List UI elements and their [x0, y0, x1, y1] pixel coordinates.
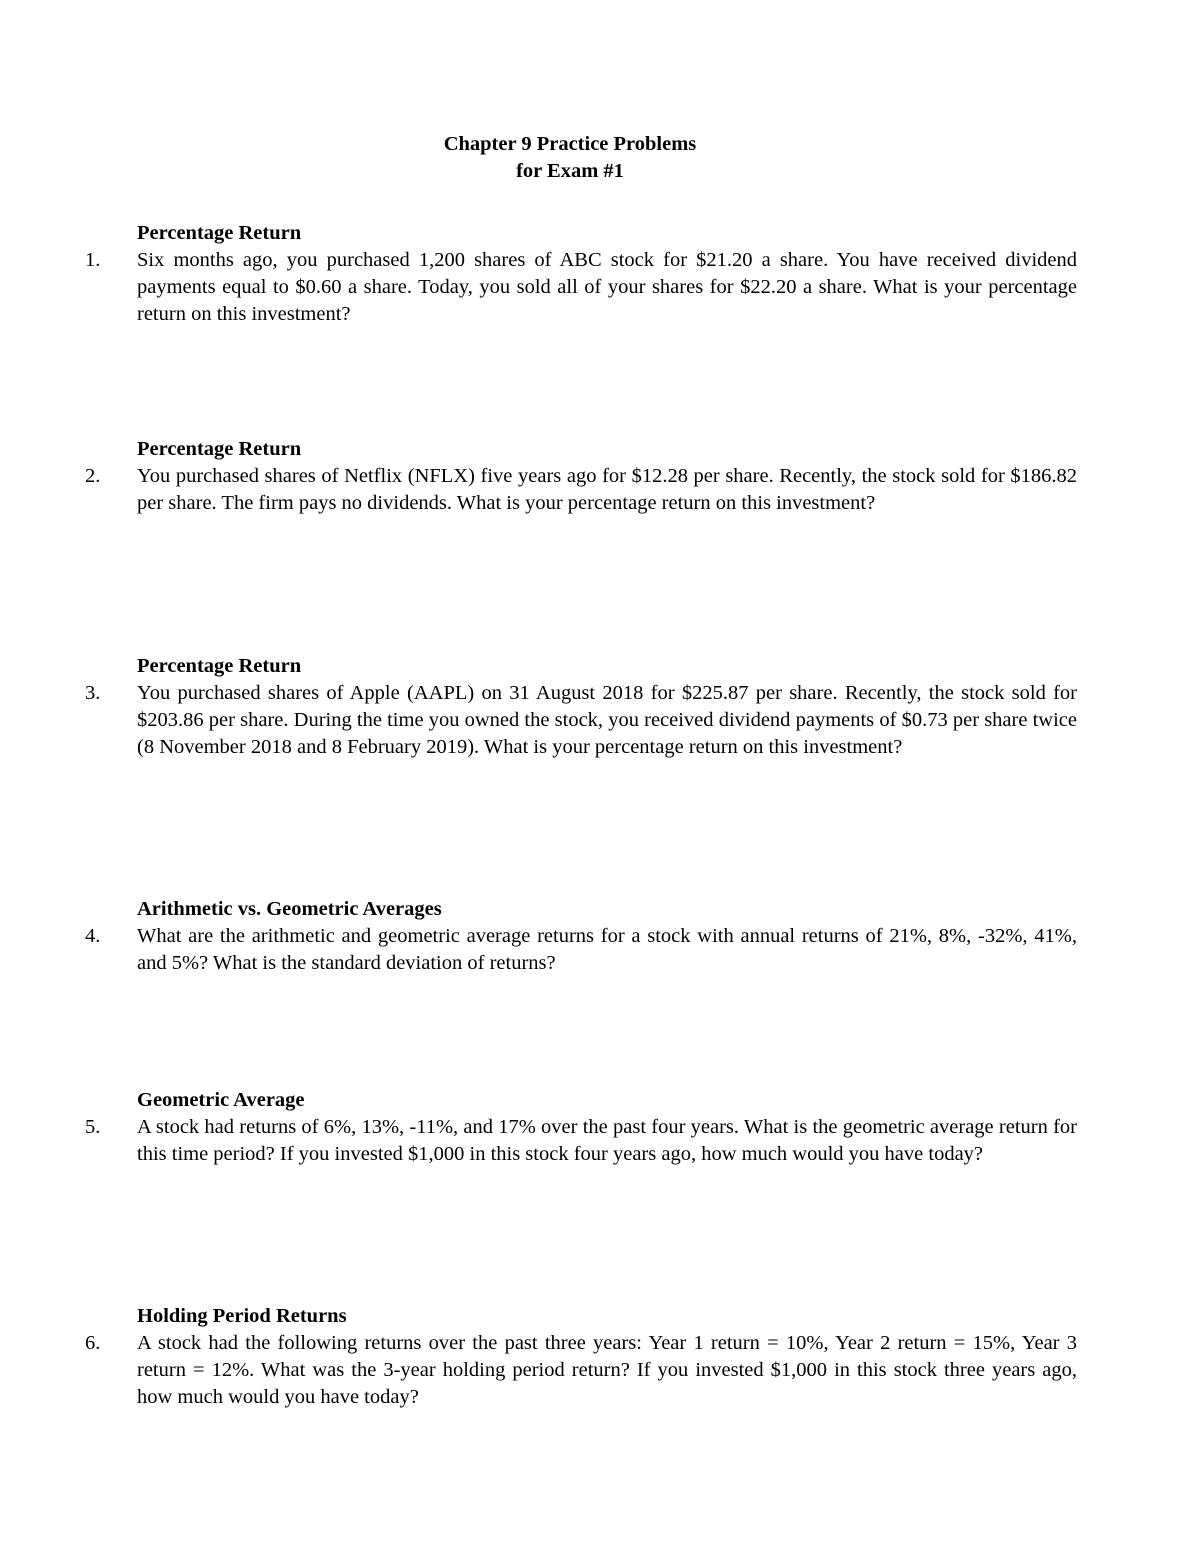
title-line-1: Chapter 9 Practice Problems: [443, 133, 697, 155]
problem-heading: Percentage Return: [137, 655, 302, 677]
problem-heading: Arithmetic vs. Geometric Averages: [137, 898, 442, 920]
problem-number: 2.: [85, 465, 101, 487]
problem-number: 5.: [85, 1116, 101, 1138]
problem-number: 6.: [85, 1332, 101, 1354]
problem-heading: Geometric Average: [137, 1089, 305, 1111]
problem-heading: Percentage Return: [137, 222, 302, 244]
problem-text: What are the arithmetic and geometric average returns for a stock with annual returns of 21%, 8%, -32%, 41%, and 5%? What is the standard deviation of returns?: [137, 925, 1077, 974]
problem-text: A stock had the following returns over the past three years: Year 1 return = 10%, Year 2 return = 15%, Year 3 return = 12%. What was the 3-year holding period return? If you invested $1,000 in this stock three years ago, how much would you have today?: [137, 1332, 1077, 1408]
problem-number: 1.: [85, 249, 101, 271]
problem-text: You purchased shares of Apple (AAPL) on 31 August 2018 for $225.87 per share. Recently, the stock sold for $203.86 per share. During the time you owned the stock, you received dividend payments of $0.73 per share twice (8 November 2018 and 8 February 2019). What is your percentage return on this investment?: [137, 682, 1077, 758]
problem-text: You purchased shares of Netflix (NFLX) five years ago for $12.28 per share. Recently, the stock sold for $186.82 per share. The firm pays no dividends. What is your percentage return on this investment?: [137, 465, 1077, 514]
title-line-2: for Exam #1: [516, 160, 624, 182]
problem-number: 3.: [85, 682, 101, 704]
page-title: [0, 131, 1140, 185]
problem-heading: Percentage Return: [137, 438, 302, 460]
problem-text: A stock had returns of 6%, 13%, -11%, and 17% over the past four years. What is the geometric average return for this time period? If you invested $1,000 in this stock four years ago, how much would you have today?: [137, 1116, 1077, 1165]
problem-number: 4.: [85, 925, 101, 947]
problem-text: Six months ago, you purchased 1,200 shares of ABC stock for $21.20 a share. You have received dividend payments equal to $0.60 a share. Today, you sold all of your shares for $22.20 a share. What is your percentage return on this investment?: [137, 249, 1077, 325]
problem-heading: Holding Period Returns: [137, 1305, 347, 1327]
